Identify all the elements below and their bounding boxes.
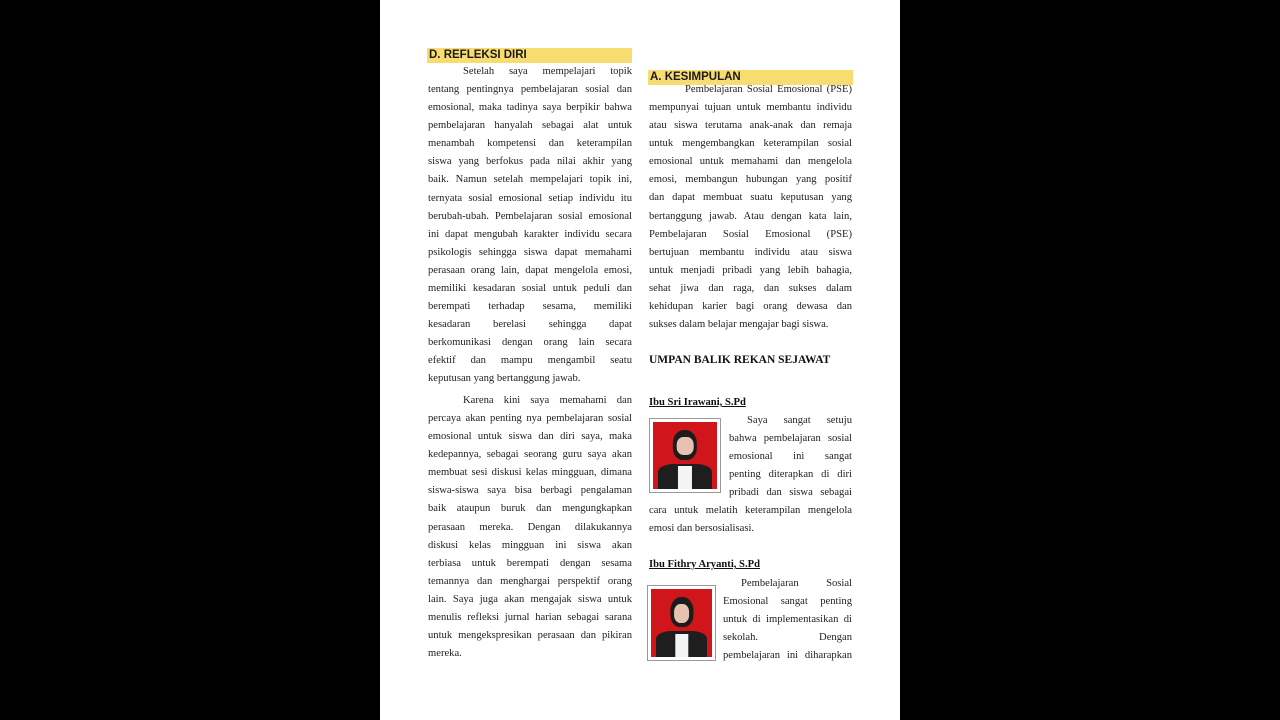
text-line: untuk mengekspresikan perasaan dan pikiran (428, 630, 632, 642)
text-line: perasaan orang lain, dapat mengelola emosi, (428, 264, 632, 276)
text-line: menambah kompetensi dan keterampilan (428, 138, 632, 150)
text-line: untuk di implementasikan di (723, 614, 852, 626)
text-line: emosional ini sangat (729, 451, 852, 463)
text-line: baik ataupun buruk dan mengungkapkan (428, 503, 632, 515)
text-line: Pembelajaran Sosial Emosional (PSE) (649, 228, 852, 240)
reviewer-name: Ibu Fithry Aryanti, S.Pd (649, 559, 760, 570)
text-line: bertujuan membantu individu atau siswa (649, 246, 852, 258)
section-heading-refleksi: D. REFLEKSI DIRI (427, 48, 632, 63)
text-line: berubah-ubah. Pembelajaran sosial emosional (428, 210, 632, 222)
text-line: mempunyai tujuan untuk membantu individu (649, 102, 852, 114)
text-line: emosi, membangun hubungan yang positif (649, 174, 852, 186)
text-line: pribadi dan siswa sebagai (729, 487, 852, 499)
text-line: efektif dan mampu mengambil seatu (428, 355, 632, 367)
text-line: siswa-siswa saya bisa berbagi pengalaman (428, 485, 632, 497)
text-line: sehat jiwa dan raga, dan sukses dalam (649, 282, 852, 294)
text-line: berempati terhadap sesama, memiliki (428, 301, 632, 313)
text-line: perasaan mereka. Dengan dilakukannya (428, 521, 632, 533)
text-line: bertanggung jawab. Atau dengan kata lain, (649, 210, 852, 222)
text-line: sukses dalam belajar mengajar bagi siswa. (649, 319, 829, 331)
section-heading-kesimpulan: A. KESIMPULAN (648, 70, 853, 85)
text-line: berkomunikasi dengan orang lain secara (428, 337, 632, 349)
text-line: ternyata sosial emosional setiap individu itu (428, 192, 632, 204)
text-line: cara untuk melatih keterampilan mengelola (649, 505, 852, 517)
text-line: pembelajaran ini diharapkan (723, 650, 852, 662)
text-line: kehidupan karier bagi orang dewasa dan (649, 300, 852, 312)
text-line: keputusan yang bertanggung jawab. (428, 373, 581, 385)
text-line: atau siswa terutama anak-anak dan remaja (649, 120, 852, 132)
text-line: diskusi kelas mingguan ini siswa akan (428, 539, 632, 551)
text-line: Pembelajaran Sosial Emosional (PSE) (685, 84, 852, 95)
text-line: percaya akan penting nya pembelajaran sosial (428, 413, 632, 425)
text-line: emosional untuk siswa dan diri saya, maka (428, 431, 632, 443)
text-line: membuat sesi diskusi kelas mingguan, dimana (428, 467, 632, 479)
text-line: emosional untuk memahami dan mengelola (649, 156, 852, 168)
text-line: baik. Namun setelah mempelajari topik ini, (428, 174, 632, 186)
text-line: Pembelajaran Sosial (741, 578, 852, 589)
text-line: terbiasa untuk berempati dengan sesama (428, 557, 632, 569)
feedback-title: UMPAN BALIK REKAN SEJAWAT (649, 354, 831, 366)
text-line: untuk menjadi pribadi yang lebih bahagia, (649, 264, 852, 276)
text-line: Saya sangat setuju (747, 415, 852, 426)
text-line: ini dapat mengubah karakter individu secara (428, 228, 632, 240)
text-line: mereka. (428, 648, 462, 660)
document-page (380, 0, 900, 720)
text-line: lain. Saya juga akan mengajak siswa untuk (428, 593, 632, 605)
text-line: tentang pentingnya pembelajaran sosial dan (428, 84, 632, 96)
text-line: siswa yang berfokus pada nilai akhir yang (428, 156, 632, 168)
text-line: emosional, maka tadinya saya berpikir bahwa (428, 102, 632, 114)
text-line: psikologis sehingga siswa dapat memahami (428, 246, 632, 258)
text-line: Emosional sangat penting (723, 596, 852, 608)
text-line: kesadaran berelasi sehingga dapat (428, 319, 632, 331)
reviewer-name: Ibu Sri Irawani, S.Pd (649, 397, 746, 408)
text-line: bahwa pembelajaran sosial (729, 433, 852, 445)
text-line: Karena kini saya memahami dan (463, 395, 632, 406)
text-line: memiliki kesadaran sosial untuk peduli dan (428, 282, 632, 294)
reviewer-photo (649, 418, 721, 493)
text-line: kedepannya, sebagai seorang guru saya akan (428, 449, 632, 461)
text-line: untuk mengembangkan keterampilan sosial (649, 138, 852, 150)
text-line: menulis refleksi jurnal harian sebagai sarana (428, 611, 632, 623)
text-line: sekolah. Dengan (723, 632, 852, 644)
text-line: emosi dan bersosialisasi. (649, 523, 755, 535)
text-line: penting diterapkan di diri (729, 469, 852, 481)
text-line: temannya dan menghargai perspektif orang (428, 575, 632, 587)
reviewer-photo (647, 585, 716, 661)
text-line: Setelah saya mempelajari topik (463, 66, 632, 77)
text-line: pembelajaran hanyalah sebagai alat untuk (428, 120, 632, 132)
text-line: dan dapat membuat suatu keputusan yang (649, 192, 852, 204)
